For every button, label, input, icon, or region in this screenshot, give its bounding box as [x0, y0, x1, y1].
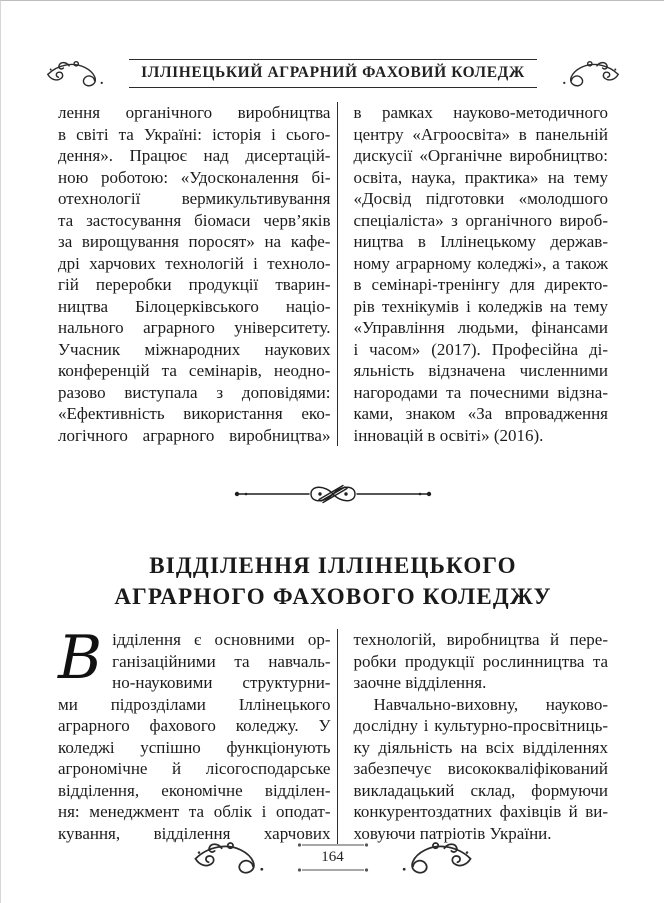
text-line: ку діяльність на всіх відділеннях: [353, 737, 608, 757]
text-line: лення органічного виробництва: [58, 103, 331, 122]
text-line: забезпечує висококваліфікований: [353, 759, 608, 778]
text-line: рів технікумів і коледжів на тему: [353, 296, 608, 316]
text-line: Учасник міжнародних наукових: [58, 339, 331, 359]
text-line: разово виступала з доповідями:: [58, 382, 331, 402]
infinity-swirl-rule-icon: [233, 476, 433, 512]
text-line: ництва в Іллінецькому держав-: [353, 232, 608, 251]
text-line: гій переробки продукції тварин-: [58, 275, 331, 294]
text-line: «Досвід підготовки «молодшого: [353, 189, 608, 208]
text-line: агрономічне й лісогосподарське: [58, 759, 331, 778]
top-left-column: [58, 102, 338, 446]
scroll-flourish-icon: [192, 837, 288, 877]
text-line: робки продукції рослинництва та: [353, 651, 608, 671]
text-line: ідділення є основними ор-: [112, 630, 331, 649]
scroll-flourish-icon: [543, 55, 621, 91]
section-heading-line2: АГРАРНОГО ФАХОВОГО КОЛЕДЖУ: [114, 584, 552, 609]
section-heading: [58, 550, 608, 612]
text-line: освіта, наука, практика» на тему: [353, 167, 608, 187]
text-line: центру «Агроосвіта» в панельній: [353, 124, 608, 144]
text-line: «Ефективність використання еко-: [58, 404, 331, 423]
text-line: в рамках науково-методичного: [353, 103, 608, 122]
bottom-right-column: [338, 629, 608, 844]
text-line: ми підрозділами Іллінецького: [58, 694, 331, 714]
text-line: кування, відділення харчових: [58, 823, 331, 843]
text-line: дискусії «Органічне виробництво:: [353, 146, 608, 165]
text-line: отехнології вермикультивування: [58, 189, 331, 208]
page-header: [58, 55, 608, 91]
page-footer: [1, 837, 664, 877]
text-line: спеціаліста» з органічного вироб-: [353, 210, 608, 230]
text-line: заочне відділення.: [353, 673, 487, 692]
text-line: ками, знаком «За впровадження: [353, 404, 608, 423]
text-line: і часом» (2017). Професійна ді-: [353, 339, 608, 359]
text-line: нагородами та почесними відзна-: [353, 382, 608, 402]
bottom-text-block: [58, 623, 608, 844]
text-line: ною роботою: «Удосконалення бі-: [58, 167, 331, 187]
text-line: відділення, економічне відділен-: [58, 780, 331, 800]
scroll-flourish-icon: [45, 55, 123, 91]
section-divider: [58, 476, 608, 512]
text-line: дення». Працює над дисертацій-: [58, 146, 331, 165]
section-heading-line1: ВІДДІЛЕННЯ ІЛЛІНЕЦЬКОГО: [149, 553, 517, 578]
text-line: ховуючи патріотів України.: [353, 823, 552, 843]
text-line: конкурентоздатних фахівців й ви-: [353, 802, 608, 821]
bottom-left-column: [58, 623, 338, 844]
text-line: Навчально-виховну, науково-: [373, 694, 608, 714]
text-line: конференцій та семінарів, неодно-: [58, 361, 331, 380]
text-line: ня: менеджмент та облік і оподат-: [58, 802, 331, 821]
text-line: та застосування біомаси черв’яків: [58, 210, 331, 230]
text-line: інновацій в освіті» (2016).: [353, 425, 544, 445]
text-line: в світі та Україні: історія і сього-: [58, 124, 331, 144]
rule-above-icon: [297, 842, 369, 848]
top-text-block: [58, 102, 608, 446]
text-line: аграрного фахового коледжу. У: [58, 716, 331, 735]
text-line: «Управління людьми, фінансами: [353, 318, 608, 337]
text-line: коледжі успішно функціонують: [58, 737, 331, 757]
text-line: технологій, виробництва й пере-: [353, 630, 608, 649]
text-line: яльність відзначена численними: [353, 361, 608, 380]
text-line: дослідну і культурно-просвітниць-: [353, 716, 608, 735]
text-line: ництва Білоцерківського націо-: [58, 296, 331, 316]
text-line: логічного аграрного виробництва»: [58, 425, 331, 445]
scroll-flourish-icon: [378, 837, 474, 877]
text-line: нального аграрного університету.: [58, 318, 331, 337]
page-number-block: [297, 842, 369, 873]
text-line: дрі харчових технологій і техноло-: [58, 253, 331, 273]
text-line: ному аграрному коледжі», а також: [353, 253, 608, 273]
text-line: в семінарі-тренінгу для директо-: [353, 275, 608, 294]
running-head-title: ІЛЛІНЕЦЬКИЙ АГРАРНИЙ ФАХОВИЙ КОЛЕДЖ: [129, 59, 537, 88]
rule-below-icon: [297, 867, 369, 873]
text-line: за вирощування поросят» на кафе-: [58, 232, 331, 251]
top-right-column: [338, 102, 608, 446]
text-line: ганізаційними та навчаль-: [112, 651, 331, 671]
page-number: 164: [321, 848, 344, 865]
text-line: но-науковими структурни-: [112, 673, 331, 692]
drop-cap: В: [58, 623, 103, 693]
text-line: викладацький склад, формуючи: [353, 780, 608, 800]
